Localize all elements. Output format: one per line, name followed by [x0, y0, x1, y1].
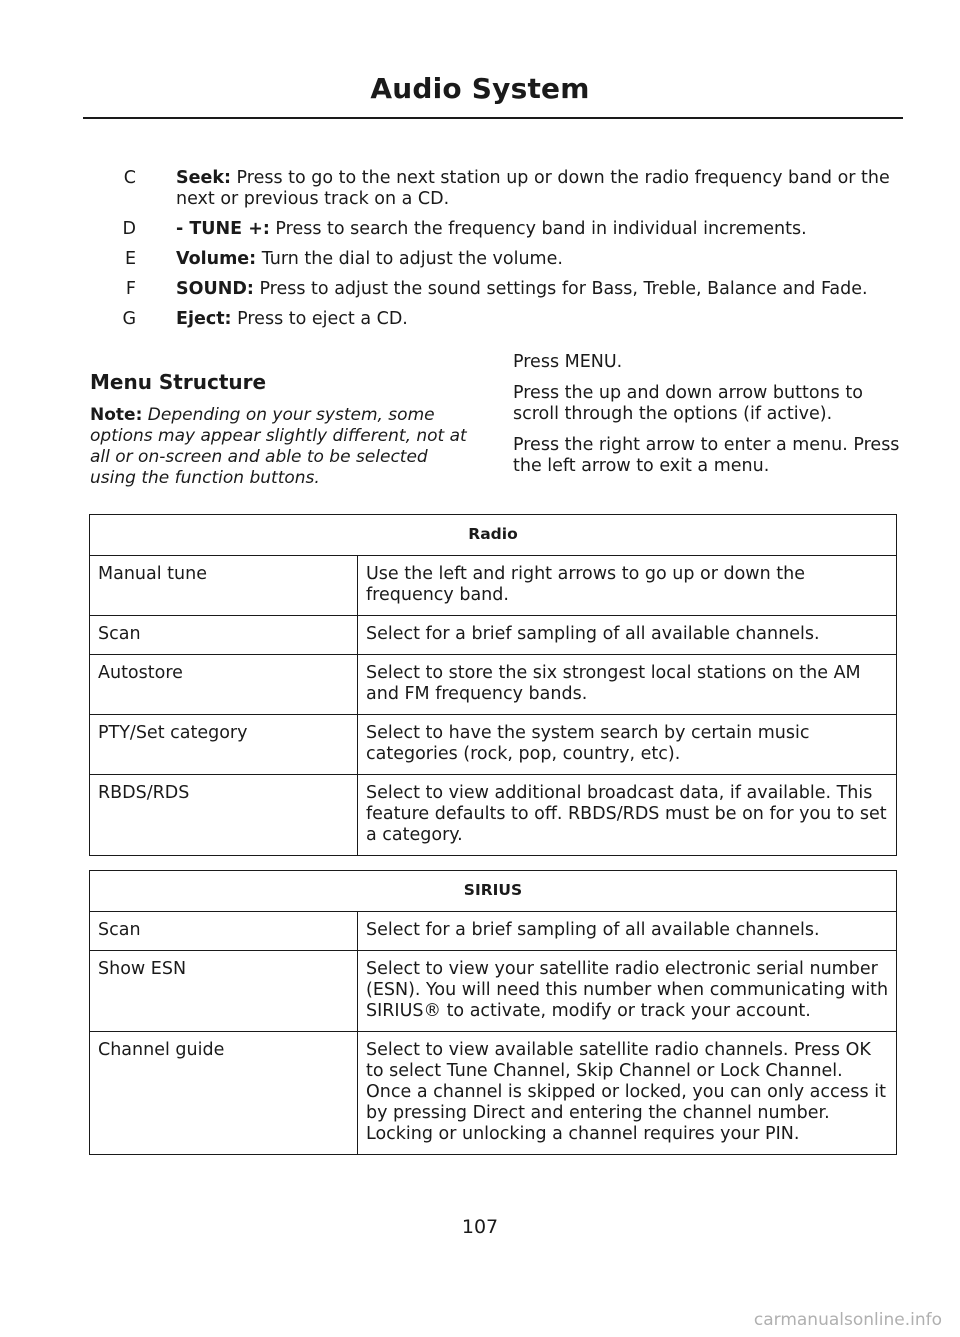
table-cell-description: Use the left and right arrows to go up or down the frequency band. [358, 556, 897, 616]
table-cell-option: Scan [90, 912, 358, 951]
note-text: Depending on your system, some options may appear slightly different, not at all or on-screen and able to be selected using the function buttons. [90, 405, 467, 488]
key-text: Press to eject a CD. [231, 309, 408, 329]
key-text: Press to go to the next station up or down the radio frequency band or the next or previous track on a CD. [176, 168, 890, 209]
table-cell-option: RBDS/RDS [90, 775, 358, 856]
table-row [90, 655, 897, 715]
key-item-d [100, 219, 900, 240]
note-paragraph [90, 405, 475, 489]
note-label: Note: [90, 405, 143, 425]
table-cell-option: Show ESN [90, 951, 358, 1032]
key-letter: E [124, 249, 136, 269]
watermark-text: carmanualsonline.info [753, 1310, 942, 1330]
table-row [90, 951, 897, 1032]
table-header-row [90, 871, 897, 912]
key-letter: F [125, 279, 136, 299]
table-header-row [90, 515, 897, 556]
key-term: SOUND: [176, 279, 254, 299]
radio-menu-table [89, 514, 897, 856]
table-cell-description: Select to view your satellite radio electronic serial number (ESN). You will need this number when communicating with SIRIUS® to activate, modify or track your account. [358, 951, 897, 1032]
table-cell-option: Autostore [90, 655, 358, 715]
key-text: Press to search the frequency band in individual increments. [269, 219, 807, 239]
page-header-title: Audio System [370, 72, 590, 105]
table-cell-option: Scan [90, 616, 358, 655]
key-description [176, 309, 896, 330]
table-row [90, 616, 897, 655]
table-row [90, 912, 897, 951]
table-cell-description: Select to view available satellite radio channels. Press OK to select Tune Channel, Skip Channel or Lock Channel. Once a channel is skipped or locked, you can only access it by pressing Direct and entering the channel number. Locking or unlocking a channel requires your PIN. [358, 1032, 897, 1155]
table-row [90, 715, 897, 775]
key-term: Seek: [176, 168, 231, 188]
table-cell-option: Manual tune [90, 556, 358, 616]
key-description [176, 168, 896, 210]
key-item-c [100, 168, 900, 210]
key-item-g [100, 309, 900, 330]
page-number: 107 [461, 1216, 499, 1238]
key-letter: D [122, 219, 136, 239]
table-cell-option: PTY/Set category [90, 715, 358, 775]
key-text: Press to adjust the sound settings for Bass, Treble, Balance and Fade. [253, 279, 868, 299]
table-cell-option: Channel guide [90, 1032, 358, 1155]
table-row [90, 775, 897, 856]
control-key-list [100, 168, 900, 339]
menu-structure-heading: Menu Structure [90, 370, 267, 394]
menu-instructions [513, 352, 903, 487]
sirius-table-title: SIRIUS [90, 871, 897, 912]
header-divider [83, 117, 903, 119]
key-term: Volume: [176, 249, 257, 269]
sirius-menu-table [89, 870, 897, 1155]
instruction-step: Press MENU. [513, 352, 623, 372]
radio-table-title: Radio [90, 515, 897, 556]
key-term: Eject: [176, 309, 232, 329]
table-cell-description: Select to have the system search by certain music categories (rock, pop, country, etc). [358, 715, 897, 775]
table-cell-description: Select to view additional broadcast data, if available. This feature defaults to off. RBDS/RDS must be on for you to set a category. [358, 775, 897, 856]
key-letter: G [122, 309, 136, 329]
key-description [176, 279, 896, 300]
instruction-step: Press the right arrow to enter a menu. Press the left arrow to exit a menu. [513, 435, 900, 476]
table-row [90, 1032, 897, 1155]
table-cell-description: Select to store the six strongest local stations on the AM and FM frequency bands. [358, 655, 897, 715]
key-letter: C [123, 168, 136, 188]
table-cell-description: Select for a brief sampling of all available channels. [358, 912, 897, 951]
key-description [176, 219, 896, 240]
key-description [176, 249, 896, 270]
key-item-e [100, 249, 900, 270]
key-text: Turn the dial to adjust the volume. [256, 249, 563, 269]
table-cell-description: Select for a brief sampling of all available channels. [358, 616, 897, 655]
instruction-step: Press the up and down arrow buttons to scroll through the options (if active). [513, 383, 863, 424]
table-row [90, 556, 897, 616]
key-item-f [100, 279, 900, 300]
key-term: - TUNE +: [176, 219, 270, 239]
